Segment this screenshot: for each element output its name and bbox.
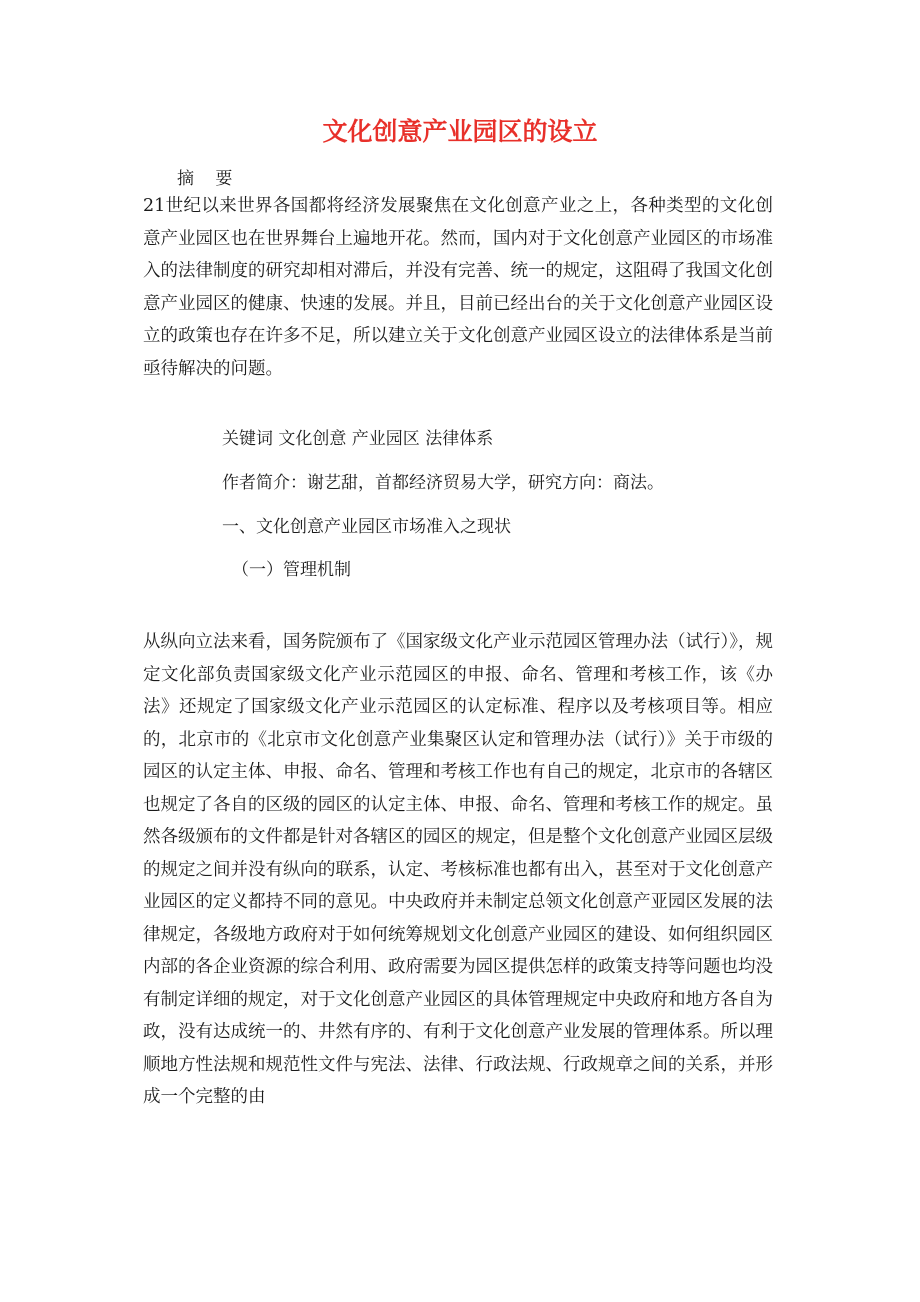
keywords-line: 关键词 文化创意 产业园区 法律体系	[222, 429, 494, 449]
body-paragraph: 从纵向立法来看，国务院颁布了《国家级文化产业示范园区管理办法（试行）》，规定文化部负责国家级文化产业示范园区的申报、命名、管理和考核工作，该《办法》还规定了国家级文化产业示范园区的认定标准、程序以及考核项目等。相应的，北京市的《北京市文化创意产业集聚区认定和管理办法（试行）》关于市级的园区的认定主体、申报、命名、管理和考核工作也有自己的规定，北京市的各辖区也规定了各自的区级的园区的认定主体、申报、命名、管理和考核工作的规定。虽然各级颁布的文件都是针对各辖区的园区的规定，但是整个文化创意产业园区层级的规定之间并没有纵向的联系，认定、考核标准也都有出入，甚至对于文化创意产业园区的定义都持不同的意见。中央政府并未制定总领文化创意产亚园区发展的法律规定，各级地方政府对于如何统筹规划文化创意产业园区的建设、如何组织园区内部的各企业资源的综合利用、政府需要为园区提供怎样的政策支持等问题也均没有制定详细的规定，对于文化创意产业园区的具体管理规定中央政府和地方各自为政，没有达成统一的、井然有序的、有利于文化创意产业发展的管理体系。所以理顺地方性法规和规范性文件与宪法、法律、行政法规、行政规章之间的关系，并形成一个完整的由	[143, 632, 773, 1107]
abstract-paragraph: 21世纪以来世界各国都将经济发展聚焦在文化创意产业之上，各种类型的文化创意产业园区也在世界舞台上遍地开花。然而，国内对于文化创意产业园区的市场准入的法律制度的研究却相对滞后，并没有完善、统一的规定，这阻碍了我国文化创意产业园区的健康、快速的发展。并且，目前已经出台的关于文化创意产业园区设立的政策也存在许多不足，所以建立关于文化创意产业园区设立的法律体系是当前亟待解决的问题。	[143, 196, 773, 379]
section-heading: 一、文化创意产业园区市场准入之现状	[222, 517, 511, 537]
subsection-heading: （一）管理机制	[232, 560, 351, 580]
abstract-heading: 摘 要	[177, 169, 241, 189]
document-title: 文化创意产业园区的设立	[322, 117, 598, 146]
author-intro: 作者简介：谢艺甜，首都经济贸易大学，研究方向：商法。	[222, 473, 664, 493]
